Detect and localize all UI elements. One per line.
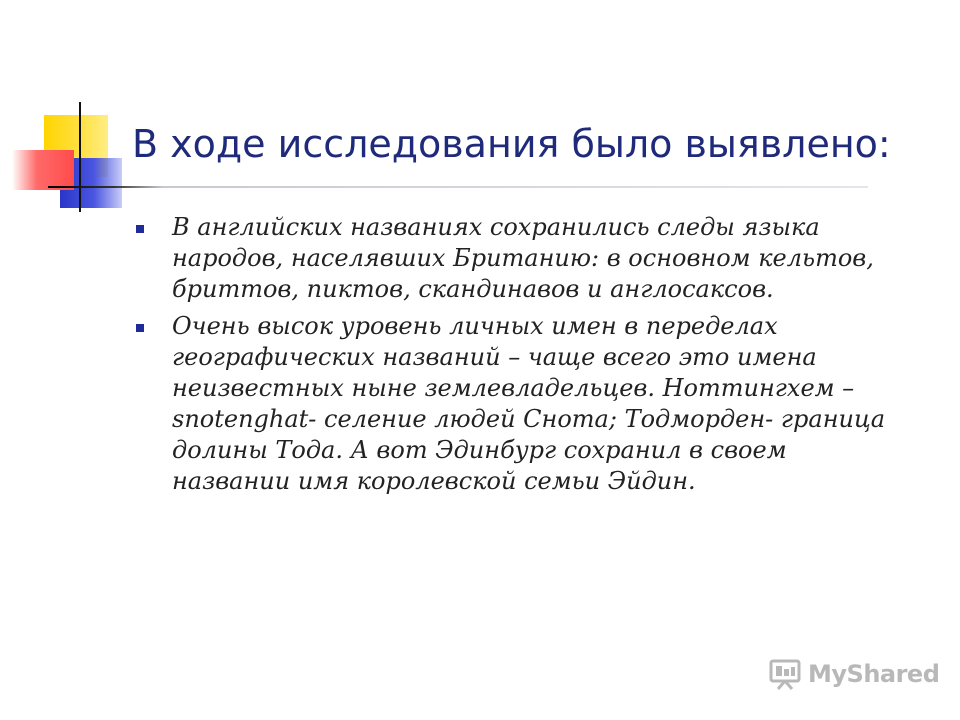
watermark [768, 654, 939, 694]
presentation-board-icon [768, 657, 802, 691]
bullet-item [136, 212, 896, 305]
bullet-text: Очень высок уровень личных имен в переделах географических названий – чаще всего это имена неизвестных ныне землевладельцев. Ноттингхем – snotenghat- селение людей Снота; Тодморден- граница долины Тода. А вот Эдинбург сохранил в своем названии имя королевской семьи Эйдин. [172, 312, 886, 495]
slide-title: В ходе исследования было выявлено: [132, 122, 891, 166]
bullet-square-icon [136, 225, 144, 233]
bullet-item [136, 311, 896, 497]
watermark-text: MyShared [808, 660, 940, 688]
title-underline [48, 186, 868, 188]
decor-red-square [12, 150, 74, 190]
bullet-text: В английских названиях сохранились следы языка народов, населявших Британию: в основном кельтов, бриттов, пиктов, скандинавов и англосаксов. [172, 213, 874, 303]
bullet-list [136, 212, 896, 503]
bullet-square-icon [136, 324, 144, 332]
decor-vertical-line [79, 102, 81, 212]
